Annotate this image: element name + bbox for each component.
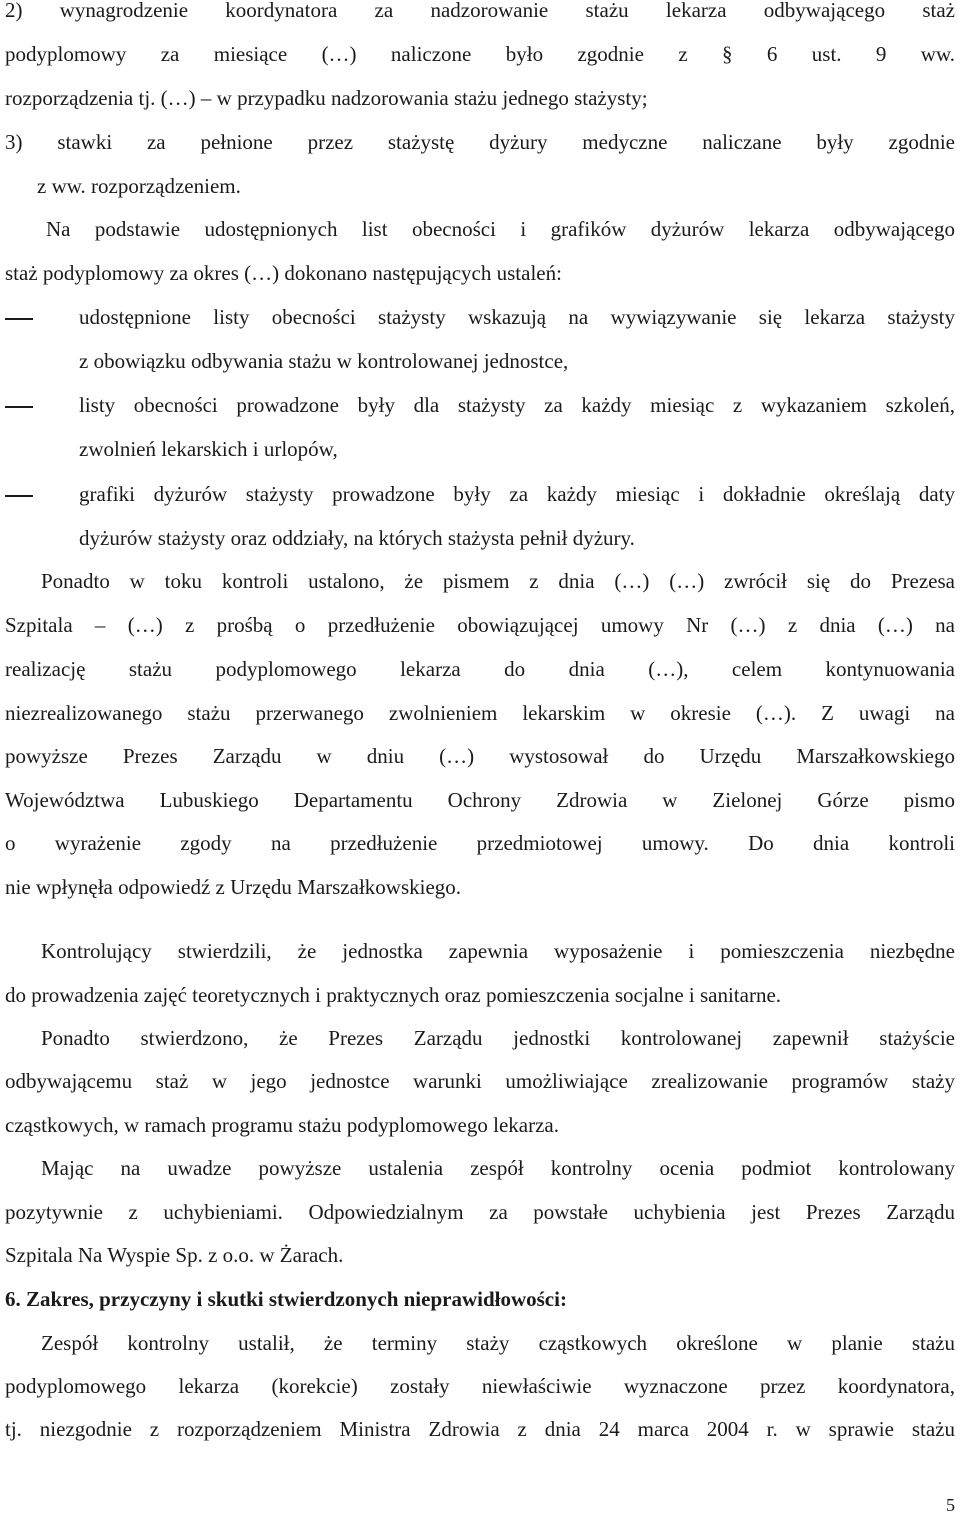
section-heading: 6. Zakres, przyczyny i skutki stwierdzonych nieprawidłowości:: [5, 1287, 567, 1311]
list-item: listy obecności prowadzone były dla stażysty za każdy miesiąc z wykazaniem szkoleń,: [79, 393, 955, 417]
dash-bullet-icon: [5, 406, 33, 408]
list-item: dyżurów stażysty oraz oddziały, na których stażysta pełnił dyżury.: [79, 526, 635, 550]
text-line: tj. niezgodnie z rozporządzeniem Ministra Zdrowia z dnia 24 marca 2004 r. w sprawie stażu: [5, 1417, 955, 1441]
list-item: z obowiązku odbywania stażu w kontrolowanej jednostce,: [79, 349, 569, 373]
list-item: grafiki dyżurów stażysty prowadzone były za każdy miesiąc i dokładnie określają daty: [79, 482, 955, 506]
list-item: zwolnień lekarskich i urlopów,: [79, 437, 338, 461]
text-line: Zespół kontrolny ustalił, że terminy staży cząstkowych określone w planie stażu: [41, 1331, 955, 1355]
text-line: o wyrażenie zgody na przedłużenie przedmiotowej umowy. Do dnia kontroli: [5, 831, 955, 855]
text-line: Na podstawie udostępnionych list obecności i grafików dyżurów lekarza odbywającego: [46, 217, 955, 241]
text-line: Ponadto w toku kontroli ustalono, że pismem z dnia (…) (…) zwrócił się do Prezesa: [41, 569, 955, 593]
dash-bullet-icon: [5, 318, 33, 320]
text-line: niezrealizowanego stażu przerwanego zwolnieniem lekarskim w okresie (…). Z uwagi na: [5, 701, 955, 725]
text-line: Mając na uwadze powyższe ustalenia zespół kontrolny ocenia podmiot kontrolowany: [41, 1156, 955, 1180]
list-item: udostępnione listy obecności stażysty wskazują na wywiązywanie się lekarza stażysty: [79, 305, 955, 329]
text-line: do prowadzenia zajęć teoretycznych i praktycznych oraz pomieszczenia socjalne i sanitarne.: [5, 983, 782, 1007]
text-line: cząstkowych, w ramach programu stażu podyplomowego lekarza.: [5, 1113, 559, 1137]
text-line: Szpitala – (…) z prośbą o przedłużenie obowiązującej umowy Nr (…) z dnia (…) na: [5, 613, 955, 637]
text-line: z ww. rozporządzeniem.: [37, 174, 241, 198]
text-line: staż podyplomowy za okres (…) dokonano następujących ustaleń:: [5, 261, 562, 285]
text-line: realizację stażu podyplomowego lekarza do dnia (…), celem kontynuowania: [5, 657, 955, 681]
text-line: Ponadto stwierdzono, że Prezes Zarządu jednostki kontrolowanej zapewnił stażyście: [41, 1026, 955, 1050]
dash-bullet-icon: [5, 495, 33, 497]
text-line: powyższe Prezes Zarządu w dniu (…) wystosował do Urzędu Marszałkowskiego: [5, 744, 955, 768]
text-line: pozytywnie z uchybieniami. Odpowiedzialnym za powstałe uchybienia jest Prezes Zarządu: [5, 1200, 955, 1224]
text-line: podyplomowego lekarza (korekcie) zostały niewłaściwie wyznaczone przez koordynatora,: [5, 1374, 955, 1398]
page-number: 5: [946, 1495, 955, 1515]
text-line: odbywającemu staż w jego jednostce warunki umożliwiające zrealizowanie programów staży: [5, 1069, 955, 1093]
text-line: nie wpłynęła odpowiedź z Urzędu Marszałkowskiego.: [5, 875, 462, 899]
text-line: Szpitala Na Wyspie Sp. z o.o. w Żarach.: [5, 1243, 344, 1267]
text-line: 2) wynagrodzenie koordynatora za nadzorowanie stażu lekarza odbywającego staż: [5, 0, 955, 22]
text-line: Województwa Lubuskiego Departamentu Ochrony Zdrowia w Zielonej Górze pismo: [5, 788, 955, 812]
text-line: podyplomowy za miesiące (…) naliczone było zgodnie z § 6 ust. 9 ww.: [5, 42, 955, 66]
text-line: 3) stawki za pełnione przez stażystę dyżury medyczne naliczane były zgodnie: [5, 130, 955, 154]
text-line: Kontrolujący stwierdzili, że jednostka zapewnia wyposażenie i pomieszczenia niezbędne: [41, 939, 955, 963]
text-line: rozporządzenia tj. (…) – w przypadku nadzorowania stażu jednego stażysty;: [5, 86, 648, 110]
